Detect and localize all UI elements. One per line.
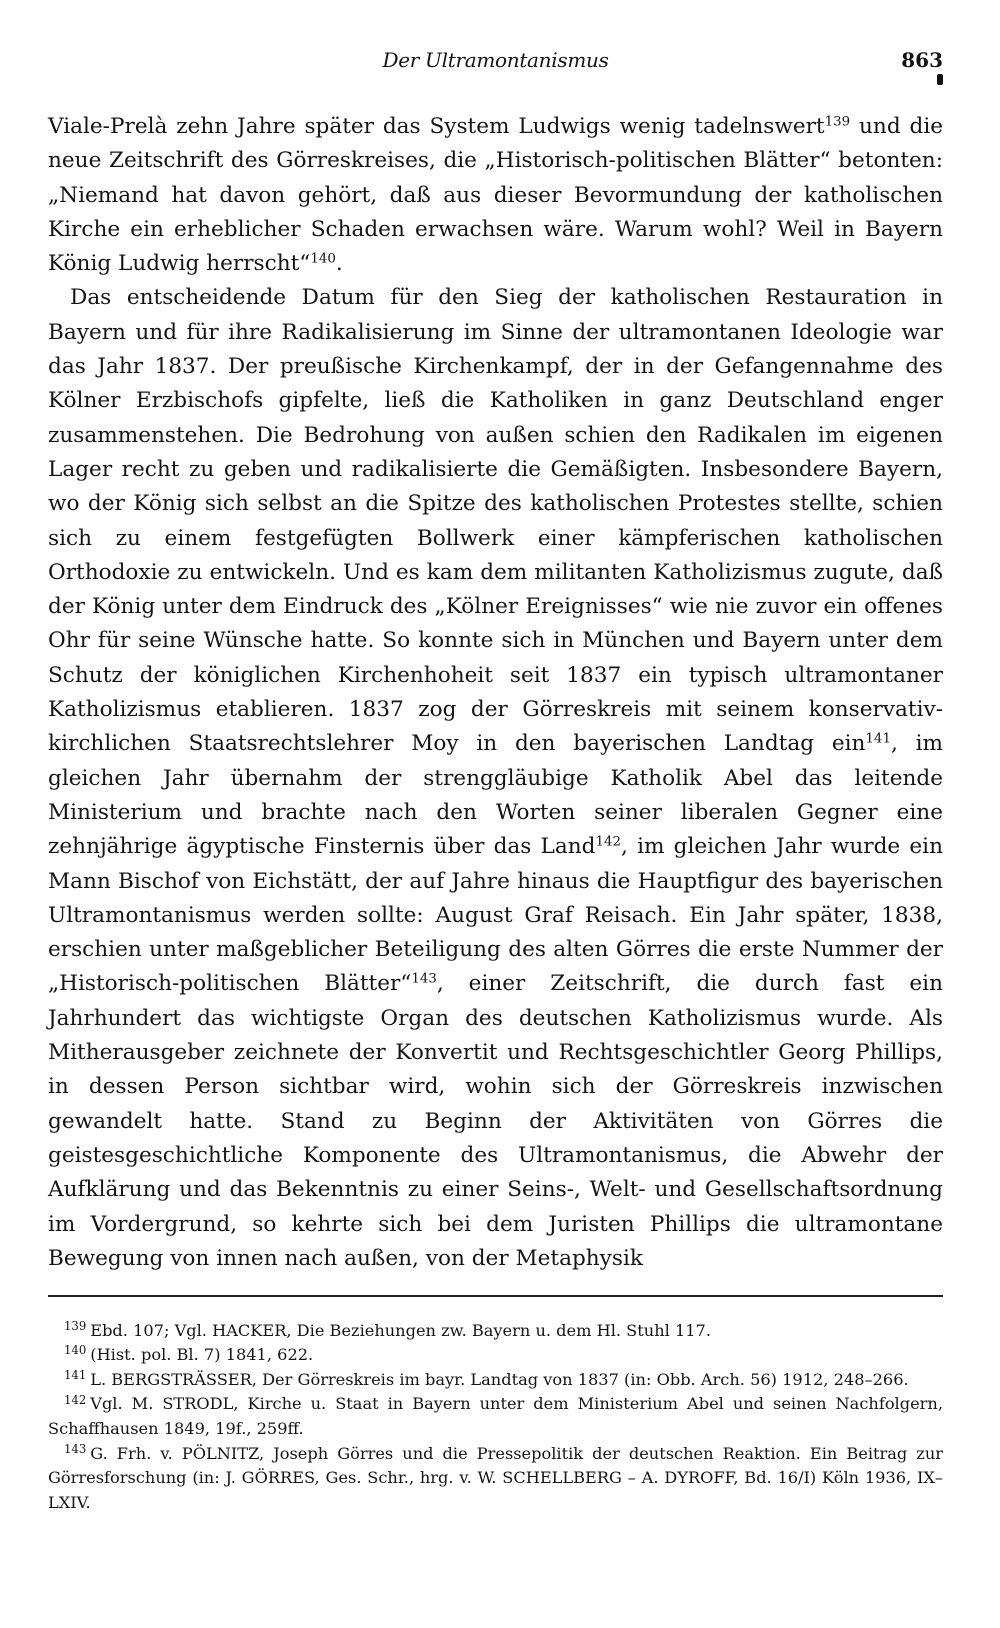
running-title: Der Ultramontanismus xyxy=(382,48,609,72)
paragraph xyxy=(48,110,943,281)
text-segment: , im gleichen Jahr übernahm der strenggläubige Katholik Abel das leitende Ministerium und brachte nach den Worten seiner liberalen Gegner eine zehnjährige ägyptische Finsternis über das Land xyxy=(48,731,943,860)
body-text xyxy=(48,110,943,1276)
text-segment: , einer Zeitschrift, die durch fast ein Jahrhundert das wichtigste Organ des deutschen Katholizismus wurde. Als Mitherausgeber zeichnete der Konvertit und Rechtsgeschichtler Georg Phillips, in dessen Person sichtbar wird, wohin sich der Görreskreis inzwischen gewandelt hatte. Stand zu Beginn der Aktivitäten von Görres die geistesgeschichtliche Komponente des Ultramontanismus, die Abwehr der Aufklärung und das Bekenntnis zu einer Seins-, Welt- und Gesellschaftsordnung im Vordergrund, so kehrte sich bei dem Juristen Phillips die ultramontane Bewegung von innen nach außen, von der Metaphysik xyxy=(48,971,943,1271)
footnote-ref: 141 xyxy=(865,731,891,747)
page-number: 863 xyxy=(901,48,943,72)
text-segment: und die neue Zeitschrift des Görreskreises, die „Historisch-politischen Blätter“ betonten: „Niemand hat davon gehört, daß aus dieser Bevormundung der katholischen Kirche ein erheblicher Schaden erwachsen wäre. Warum wohl? Weil in Bayern König Ludwig herrscht“ xyxy=(48,114,944,277)
footnote-ref: 143 xyxy=(411,972,437,988)
text-segment: . xyxy=(335,251,343,277)
footnote-number: 141 xyxy=(64,1367,87,1382)
footnote-number: 143 xyxy=(64,1441,87,1456)
text-segment: , im gleichen Jahr wurde ein Mann Bischof von Eichstätt, der auf Jahre hinaus die Hauptfigur des bayerischen Ultramontanismus werden sollte: August Graf Reisach. Ein Jahr später, 1838, erschien unter maßgeblicher Beteiligung des alten Görres die erste Nummer der „Historisch-politischen Blätter“ xyxy=(48,834,943,997)
footnote-text: (Hist. pol. Bl. 7) 1841, 622. xyxy=(90,1345,314,1365)
paragraph xyxy=(48,281,943,1276)
footnote-ref: 142 xyxy=(595,834,622,850)
footnote xyxy=(48,1368,943,1393)
footnote-number: 139 xyxy=(64,1318,87,1333)
text-segment: Das entscheidende Datum für den Sieg der katholischen Restauration in Bayern und für ihre Radikalisierung im Sinne der ultramontanen Ideologie war das Jahr 1837. Der preußische Kirchenkampf, der in der Gefangennahme des Kölner Erzbischofs gipfelte, ließ die Katholiken in ganz Deutschland enger zusammenstehen. Die Bedrohung von außen schien den Radikalen im eigenen Lager recht zu geben und radikalisierte die Gemäßigten. Insbesondere Bayern, wo der König sich selbst an die Spitze des katholischen Protestes stellte, schien sich zu einem festgefügten Bollwerk einer kämpferischen katholischen Orthodoxie zu entwickeln. Und es kam dem militanten Katholizismus zugute, daß der König unter dem Eindruck des „Kölner Ereignisses“ wie nie zuvor ein offenes Ohr für seine Wünsche hatte. So konnte sich in München und Bayern unter dem Schutz der königlichen Kirchenhoheit seit 1837 ein typisch ultramontaner Katholizismus etablieren. 1837 zog der Görreskreis mit seinem konservativ-kirchlichen Staatsrechtslehrer Moy in den bayerischen Landtag ein xyxy=(48,285,943,757)
book-page xyxy=(48,40,943,1515)
footnotes xyxy=(48,1319,943,1516)
footnote-ref: 140 xyxy=(310,251,336,267)
text-segment: Viale-Prelà zehn Jahre später das System Ludwigs wenig tadelnswert xyxy=(48,114,825,139)
margin-mark xyxy=(937,74,943,85)
footnote xyxy=(48,1343,943,1368)
footnote-divider xyxy=(48,1295,943,1297)
footnote-text: G. Frh. v. PÖLNITZ, Joseph Görres und die Pressepolitik der deutschen Reaktion. Ein Beitrag zur Görresforschung (in: J. GÖRRES, Ges. Schr., hrg. v. W. SCHELLBERG – A. DYROFF, Bd. 16/I) Köln 1936, IX–LXIV. xyxy=(48,1443,943,1512)
footnote-number: 142 xyxy=(64,1392,87,1407)
footnote xyxy=(48,1442,943,1516)
running-head xyxy=(48,40,943,80)
footnote-number: 140 xyxy=(64,1343,87,1358)
footnote-text: Vgl. M. STRODL, Kirche u. Staat in Bayern unter dem Ministerium Abel und seinen Nachfolgern, Schaffhausen 1849, 19f., 259ff. xyxy=(48,1394,943,1438)
footnote xyxy=(48,1319,943,1344)
footnote-ref: 139 xyxy=(824,114,851,130)
footnote-text: L. BERGSTRÄSSER, Der Görreskreis im bayr. Landtag von 1837 (in: Obb. Arch. 56) 1912, 248–266. xyxy=(90,1369,909,1389)
footnote-text: Ebd. 107; Vgl. HACKER, Die Beziehungen zw. Bayern u. dem Hl. Stuhl 117. xyxy=(90,1320,711,1340)
footnote xyxy=(48,1392,943,1441)
